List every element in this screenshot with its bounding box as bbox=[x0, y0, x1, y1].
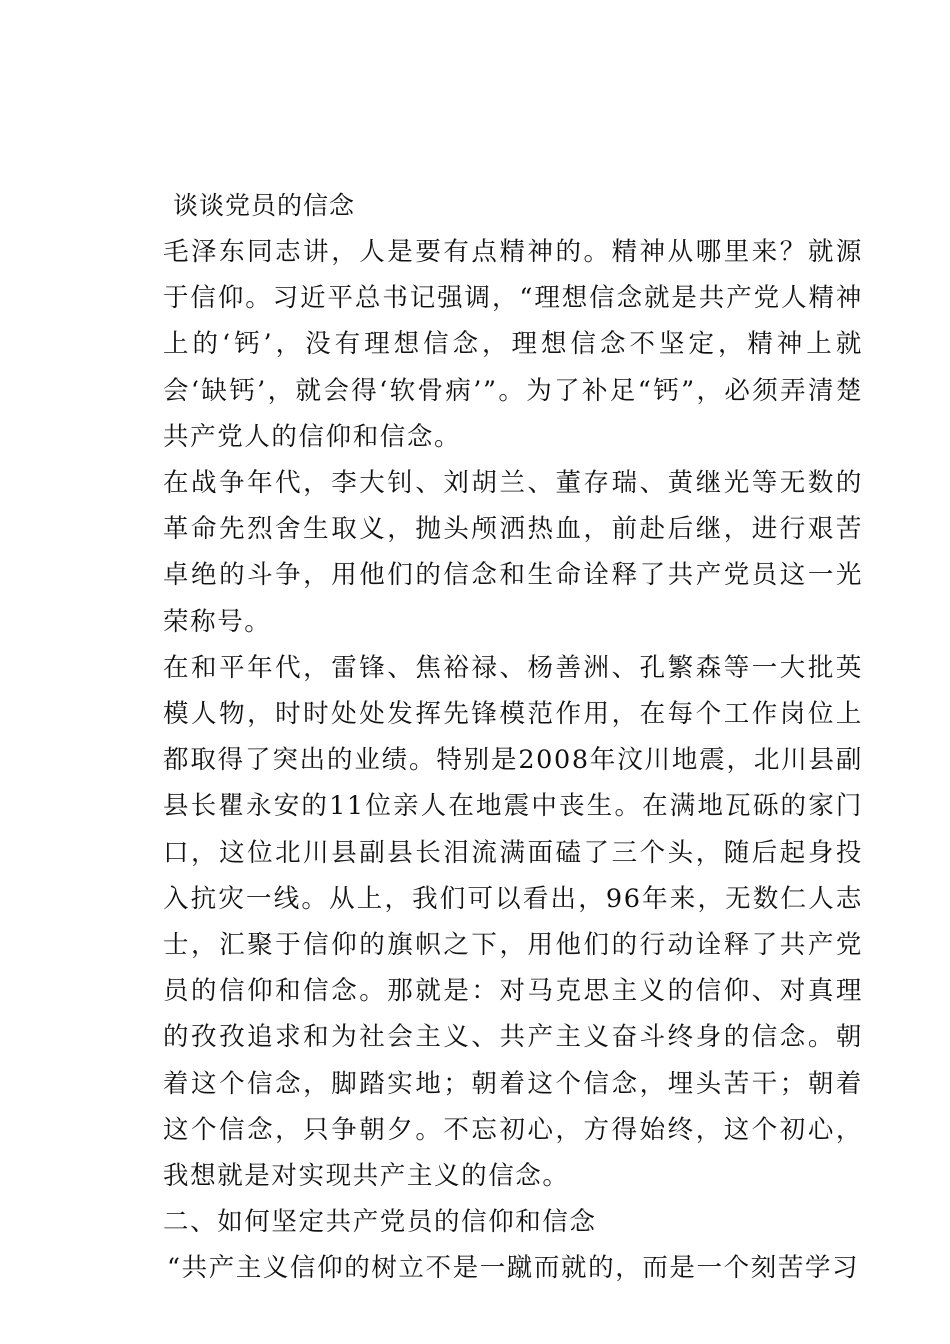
document-title: 谈谈党员的信念 bbox=[173, 191, 356, 220]
paragraph-communist-belief: “共产主义信仰的树立不是一蹴而就的，而是一个刻苦学习 bbox=[167, 1253, 860, 1284]
paragraph-peace-era: 在和平年代，雷锋、焦裕禄、杨善洲、孔繁森等一大批英模人物，时时处处发挥先锋模范作用，在每个工作岗位上都取得了突出的业绩。特别是2008年汶川地震，北川县副县长瞿永安的11位亲人在地震中丧生。在满地瓦砾的家门口，这位北川县副县长泪流满面磕了三个头，随后起身投入抗灾一线。从上，我们可以看出，96年来，无数仁人志士，汇聚于信仰的旗帜之下，用他们的行动诠释了共产党员的信仰和信念。那就是：对马克思主义的信仰、对真理的孜孜追求和为社会主义、共产主义奋斗终身的信念。朝着这个信念，脚踏实地；朝着这个信念，埋头苦干；朝着这个信念，只争朝夕。不忘初心，方得始终，这个初心，我想就是对实现共产主义的信念。 bbox=[163, 652, 863, 1192]
document-body bbox=[163, 183, 863, 1292]
paragraph-war-era: 在战争年代，李大钊、刘胡兰、董存瑞、黄继光等无数的革命先烈舍生取义，抛头颅洒热血，前赴后继，进行艰苦卓绝的斗争，用他们的信念和生命诠释了共产党员这一光荣称号。 bbox=[163, 468, 863, 637]
section-heading-two: 二、如何坚定共产党员的信仰和信念 bbox=[163, 1207, 597, 1238]
paragraph-faith-origin: 毛泽东同志讲，人是要有点精神的。精神从哪里来？就源于信仰。习近平总书记强调，“理想信念就是共产党人精神上的‘钙’，没有理想信念，理想信念不坚定，精神上就会‘缺钙’，就会得‘软骨病’”。为了补足“钙”，必须弄清楚共产党人的信仰和信念。 bbox=[163, 237, 863, 452]
